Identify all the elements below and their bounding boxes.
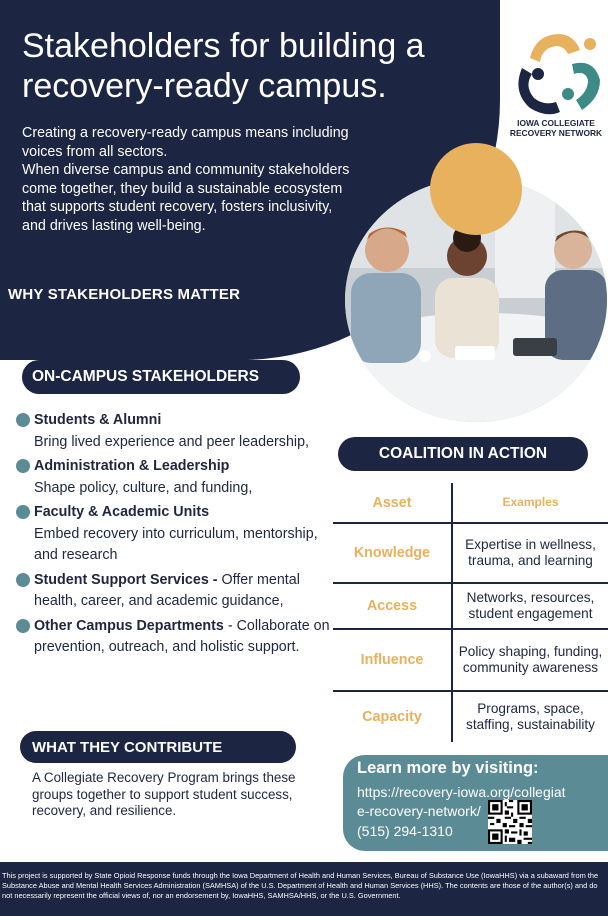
why-stakeholders-heading: WHY STAKEHOLDERS MATTER: [8, 286, 241, 303]
logo-gold-dot: [584, 38, 596, 50]
stakeholder-item: [16, 616, 342, 659]
learn-more-title: Learn more by visiting:: [357, 759, 539, 777]
example-cell: Programs, space, staffing, sustainability: [451, 692, 608, 742]
examples-column-header: Examples: [451, 483, 608, 523]
bullet-dot-icon: [16, 505, 30, 519]
stakeholder-title: Student Support Services -: [34, 571, 218, 588]
phone-number: (515) 294-1310: [357, 823, 453, 839]
asset-column-header: Asset: [372, 495, 412, 511]
learn-more-link[interactable]: https://recovery-iowa.org/collegiate-recovery-network/: [357, 784, 566, 819]
bullet-dot-icon: [16, 459, 30, 473]
bullet-dot-icon: [16, 413, 30, 427]
intro-paragraph-1: Creating a recovery-ready campus means including voices from all sectors.: [22, 125, 349, 160]
page-title: Stakeholders for building a recovery-ready campus.: [22, 27, 425, 105]
coalition-table: [333, 484, 608, 742]
table-row: [333, 524, 608, 584]
logo-gold-arc: [530, 34, 580, 62]
intro-paragraph-3: and drives lasting well-being.: [22, 217, 206, 234]
coalition-table-header: [333, 484, 608, 524]
stakeholder-description: Embed recovery into curriculum, mentorship, and research: [34, 525, 318, 563]
stakeholder-title: Students & Alumni: [34, 412, 162, 428]
on-campus-stakeholders-heading: ON-CAMPUS STAKEHOLDERS: [22, 360, 300, 394]
table-row: [333, 630, 608, 692]
contribute-text: A Collegiate Recovery Program brings these groups together to support student success, recovery, and resilience.: [32, 770, 296, 819]
stakeholder-title: Faculty & Academic Units: [34, 504, 210, 520]
logo-wordmark: [508, 118, 604, 138]
funding-disclaimer-footer: This project is supported by State Opioid Response funds through the Iowa Department of Health and Human Services, Bureau of Substance Use (IowaHHS) via a subaward from the Substance Abuse and Mental Health Services Administration (SAMHSA) of the U.S. Department of Health and Human Services (HHS). The contents are those of the author(s) and do not necessarily represent the official views of, nor an endorsement by, IowaHHS, SAMHSA/HHS, or the U.S. Government.: [0, 862, 608, 916]
stakeholder-title: Administration & Leadership: [34, 458, 230, 474]
bullet-dot-icon: [16, 573, 30, 587]
coalition-in-action-heading: COALITION IN ACTION: [338, 437, 588, 471]
stakeholder-title: Other Campus Departments: [34, 617, 224, 634]
stakeholder-description: Bring lived experience and peer leadership,: [34, 433, 309, 450]
logo-line-1: IOWA COLLEGIATE: [517, 118, 595, 128]
table-row: [333, 692, 608, 742]
asset-cell: Influence: [360, 652, 424, 668]
asset-cell: Access: [366, 598, 418, 614]
stakeholder-description: - Collaborate on prevention, outreach, and holistic support.: [34, 617, 330, 655]
asset-cell: Capacity: [362, 709, 422, 725]
stakeholder-item: [16, 570, 342, 613]
stakeholder-list: [16, 410, 342, 662]
example-cell: Expertise in wellness, trauma, and learning: [451, 523, 608, 583]
asset-cell: Knowledge: [353, 545, 431, 561]
qr-code-icon[interactable]: [488, 800, 532, 844]
logo-navy-dot: [532, 68, 544, 80]
decorative-gold-circle: [430, 143, 522, 235]
stakeholder-description: Offer mental health, career, and academic guidance,: [34, 571, 300, 609]
intro-text: [22, 124, 360, 236]
bullet-dot-icon: [16, 619, 30, 633]
stakeholder-item: [16, 456, 342, 499]
what-they-contribute-heading: WHAT THEY CONTRIBUTE: [20, 731, 296, 763]
stakeholder-item: [16, 502, 342, 567]
logo-line-2: RECOVERY NETWORK: [509, 128, 603, 138]
learn-more-box: [343, 755, 608, 851]
stakeholder-description: Shape policy, culture, and funding,: [34, 479, 253, 496]
logo-teal-dot: [562, 88, 574, 100]
example-cell: Policy shaping, funding, community awareness: [451, 629, 608, 691]
logo-teal-arc: [572, 63, 600, 110]
stakeholder-item: [16, 410, 342, 453]
intro-paragraph-2: When diverse campus and community stakeholders come together, they build a sustainable ecosystem that supports student recovery, fosters inclusivity,: [22, 162, 350, 216]
example-cell: Networks, resources, student engagement: [451, 583, 608, 629]
table-row: [333, 584, 608, 630]
